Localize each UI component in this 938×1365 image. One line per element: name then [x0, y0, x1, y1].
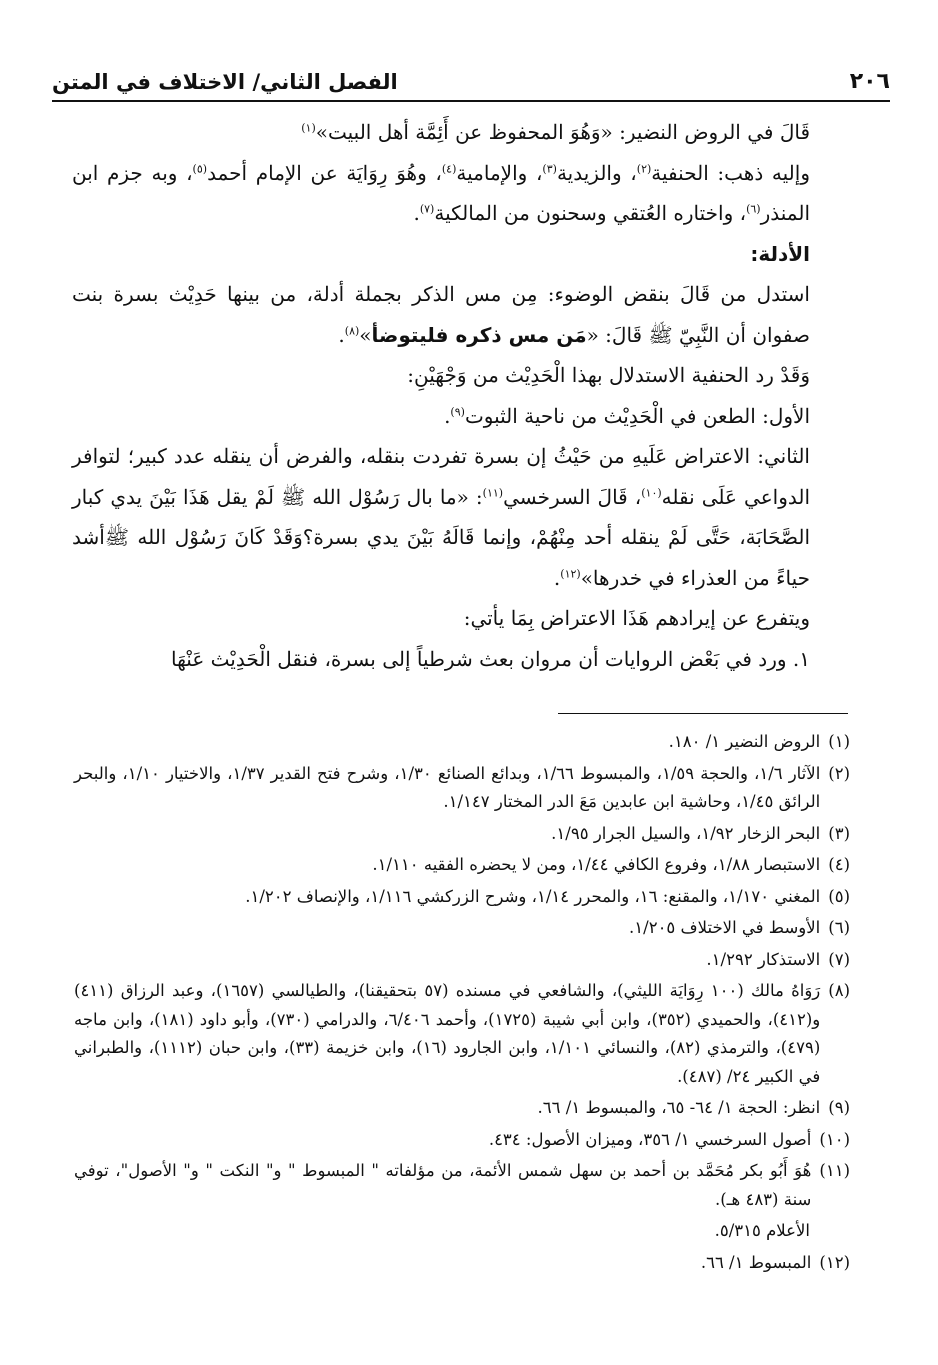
- running-title: الفصل الثاني/ الاختلاف في المتن: [52, 70, 398, 94]
- footnote-7: (٧) الاستذكار ١/٢٩٢.: [706, 949, 850, 969]
- footnote-divider: [558, 713, 848, 714]
- footnote-1: (١) الروض النضير ١/ ١٨٠.: [668, 732, 850, 751]
- footnote-ref: (١٢): [560, 566, 581, 580]
- paragraph-5: الأول: الطعن في الْحَدِيْث من ناحية الثبوت$^{(٩)}$.: [444, 403, 810, 428]
- footnote-ref: (١٠): [641, 485, 662, 499]
- footnote-11: (١١) هُوَ أَبُو بكر مُحَمَّد بن أحمد بن سهل شمس الأئمة، من مؤلفاته " المبسوط " و" النكت " و" الأصول"، توفي سنة (٤٨٣ هـ).: [74, 1161, 850, 1209]
- footnote-12: (١٢) المبسوط ١/ ٦٦.: [700, 1252, 850, 1272]
- section-heading: الأدلة:: [750, 241, 810, 266]
- paragraph-2: وإليه ذهب: الحنفية$^{(٢)}$، والزيدية$^{(٣)}$، والإمامية$^{(٤)}$، وهُوَ رِوَايَة عن الإمام أحمد$^{(٥)}$، وبه جزم ابن المنذر$^{(٦)}$، واختاره العُتقي وسحنون من المالكية$^{(٧)}$.: [72, 160, 810, 225]
- footnote-6: (٦) الأوسط في الاختلاف ١/٢٠٥.: [629, 918, 850, 937]
- footnote-11-continuation: الأعلام ٥/٣١٥.: [714, 1221, 810, 1240]
- paragraph-7: ويتفرع عن إيرادهم هَذَا الاعتراض بِمَا يأتي:: [463, 606, 810, 630]
- footnote-ref: (٧): [419, 202, 435, 216]
- footnote-ref: (٢): [636, 161, 652, 175]
- footnote-ref: (١): [301, 121, 316, 135]
- footnote-8: (٨) رَوَاهُ مالك (١٠٠ رِوَايَة الليثي)، والشافعي في مسنده (٥٧ بتحقيقنا)، والطيالسي (١٦٥٧)، وعبد الرزاق (٤١١) و(٤١٢)، والحميدي (٣٥٢)، وابن أبي شيبة (١٧٢٥)، وأحمد ٦/٤٠٦، والدرامي (٧٣٠)، وأبو داود (١٨١)، وابن ماجه (٤٧٩)، والترمذي (٨٢)، والنسائي ١/١٠١، وابن الجارود (١٦)، وابن خزيمة (٣٣)، وابن حبان (١١١٢)، والطبراني في الكبير ٢٤/ (٤٨٧).: [74, 981, 850, 1086]
- list-item-1: ١. ورد في بَعْض الروايات أن مروان بعث شرطياً إلى بسرة، فنقل الْحَدِيْث عَنْهَا: [170, 646, 810, 671]
- footnote-10: (١٠) أصول السرخسي ١/ ٣٥٦، وميزان الأصول: ٤٣٤.: [488, 1129, 850, 1149]
- list-number: ١.: [792, 646, 810, 671]
- footnote-5: (٥) المغني ١/١٧٠، والمقنع: ١٦، والمحرر ١/١٤، وشرح الزركشي ١/١١٦، والإنصاف ١/٢٠٢.: [245, 886, 850, 906]
- hadith-quote: مَن مس ذكره فليتوضأ: [371, 322, 587, 347]
- footnote-2: (٢) الآثار ١/٦، والحجة ١/٥٩، والمبسوط ١/٦٦، وبدائع الصنائع ١/٣٠، وشرح فتح القدير ١/٣٧، والاختيار ١/١٠، والبحر الرائق ١/٤٥، وحاشية ابن عابدين مَعَ الدر المختار ١/١٤٧.: [74, 763, 850, 811]
- paragraph-3: استدل من قَالَ بنقض الوضوء: مِن مس الذكر بجملة أدلة، من بينها حَدِيْث بسرة بنت صفوان أن النَّبِيّ ﷺ قَالَ: «مَن مس ذكره فليتوضأ»$^{(٨)}$.: [72, 282, 810, 347]
- footnote-ref: (٤): [441, 161, 457, 175]
- paragraph-6: الثاني: الاعتراض عَلَيهِ من حَيْثُ إن بسرة تفردت بنقله، والفرض أن ينقله عدد كبير؛ لتوافر الدواعي عَلَى نقله$^{(١٠)}$، قَالَ السرخسي$^{(١١)}$: «ما بال رَسُوْل الله ﷺ لَمْ يقل هَذَا بَيْنَ يدي كبار الصَّحَابَة، حَتَّى لَمْ ينقله أحد مِنْهُمْ، وإنما قَالَهُ بَيْنَ يدي بسرة؟وَقَدْ كَانَ رَسُوْل الله ﷺأشد حياءً من العذراء في خدرها»$^{(١٢)}$.: [72, 444, 810, 590]
- main-text: [72, 112, 852, 679]
- footnote-ref: (٩): [450, 404, 465, 418]
- footnote-ref: (٨): [344, 323, 360, 337]
- footnote-ref: (١١): [482, 485, 504, 499]
- page-number: ٢٠٦: [849, 69, 890, 94]
- footnote-9: (٩) انظر: الحجة ١/ ٦٤- ٦٥، والمبسوط ١/ ٦٦.: [537, 1098, 850, 1117]
- footnote-4: (٤) الاستبصار ١/٨٨، وفروع الكافي ١/٤٤، ومن لا يحضره الفقيه ١/١١٠.: [372, 855, 850, 874]
- footnote-ref: (٣): [542, 161, 557, 175]
- footnote-3: (٣) البحر الزخار ١/٩٢، والسيل الجرار ١/٩٥.: [551, 823, 850, 843]
- footnote-ref: (٥): [192, 161, 208, 175]
- paragraph-1: قَالَ في الروض النضير: «وَهُوَ المحفوظ عن أَئِمَّة أهل البيت»$^{(١)}$: [301, 120, 810, 144]
- paragraph-4: وَقَدْ رد الحنفية الاستدلال بهذا الْحَدِيْث من وَجْهَيْنِ:: [407, 363, 810, 387]
- footnotes: [74, 728, 850, 1280]
- page-header: [52, 58, 890, 102]
- footnote-ref: (٦): [746, 202, 761, 216]
